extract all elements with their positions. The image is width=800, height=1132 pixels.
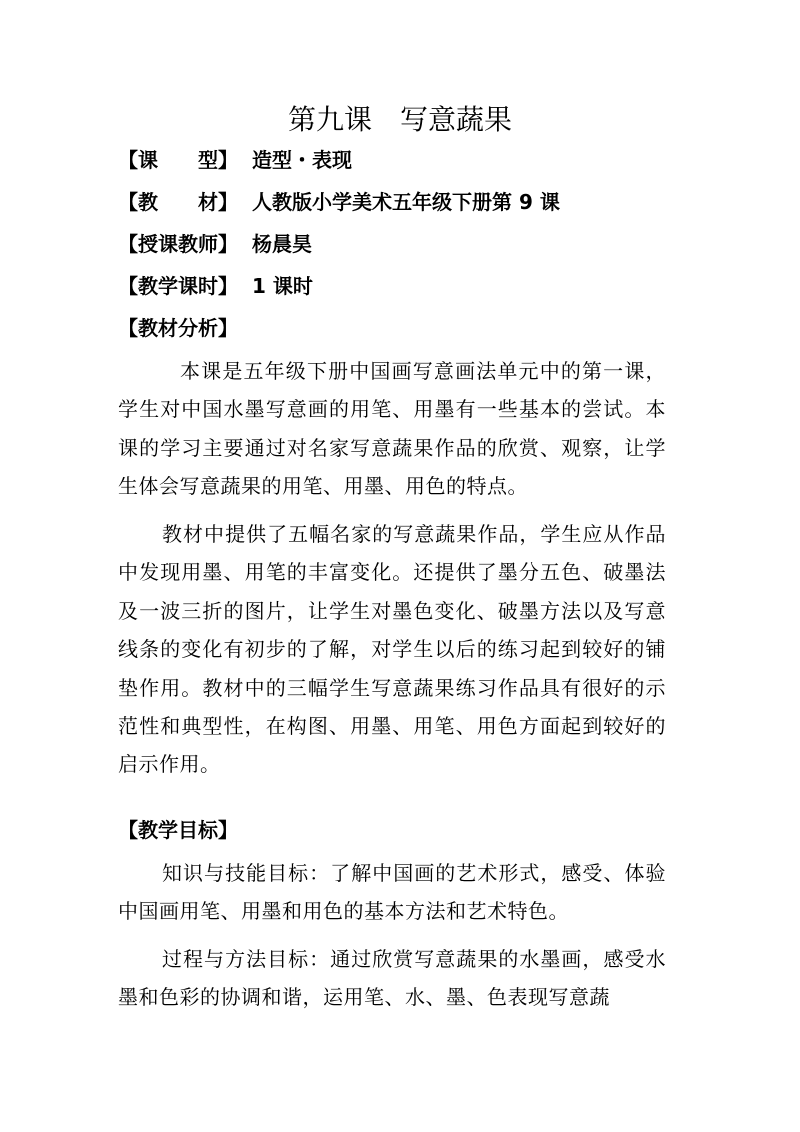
- meta-teacher: [118, 224, 312, 264]
- analysis-paragraph-1: 本课是五年级下册中国画写意画法单元中的第一课，学生对中国水墨写意画的用笔、用墨有一些基本的尝试。本课的学习主要通过对名家写意蔬果作品的欣赏、观察，让学生体会写意蔬果的用笔、用墨、用色的特点。: [118, 359, 666, 499]
- meta-label: 【教 材】: [118, 190, 238, 214]
- section-heading-goals: 【教学目标】: [118, 818, 238, 842]
- analysis-paragraph-2: 教材中提供了五幅名家的写意蔬果作品，学生应从作品中发现用墨、用笔的丰富变化。还提供了墨分五色、破墨法及一波三折的图片，让学生对墨色变化、破墨方法以及写意线条的变化有初步的了解，对学生以后的练习起到较好的铺垫作用。教材中的三幅学生写意蔬果练习作品具有很好的示范性和典型性，在构图、用墨、用笔、用色方面起到较好的启示作用。: [118, 522, 666, 777]
- goals-paragraph-1: 知识与技能目标：了解中国画的艺术形式，感受、体验中国画用笔、用墨和用色的基本方法和艺术特色。: [118, 861, 666, 924]
- meta-value: 人教版小学美术五年级下册第 9 课: [252, 190, 560, 214]
- meta-value: 杨晨昊: [252, 232, 312, 256]
- meta-value: 1 课时: [252, 274, 313, 298]
- section-heading-analysis: 【教材分析】: [118, 316, 238, 340]
- meta-value: 造型・表现: [252, 148, 352, 172]
- lesson-title: 第九课 写意蔬果: [287, 103, 512, 136]
- meta-label: 【课 型】: [118, 148, 238, 172]
- meta-class-hours: [118, 266, 313, 306]
- goals-paragraph-2: 过程与方法目标：通过欣赏写意蔬果的水墨画，感受水墨和色彩的协调和谐，运用笔、水、墨、色表现写意蔬: [118, 947, 666, 1010]
- meta-label: 【授课教师】: [118, 232, 238, 256]
- meta-textbook: [118, 182, 560, 222]
- meta-label: 【教学课时】: [118, 274, 238, 298]
- meta-lesson-type: [118, 140, 352, 180]
